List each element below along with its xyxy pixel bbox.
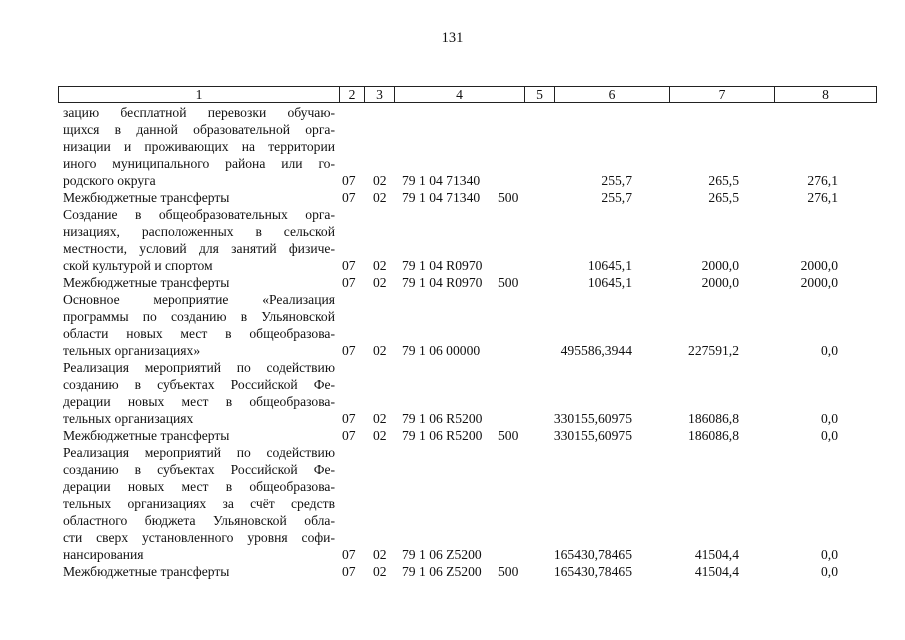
- header-cell-5: 5: [525, 87, 555, 102]
- row-cell-c3: 02: [373, 258, 387, 273]
- header-cell-2: 2: [340, 87, 365, 102]
- row-description-line: тельных организациях за счёт средств: [63, 496, 335, 511]
- row-cell-c7: 41504,4: [694, 547, 739, 562]
- row-description-line: Основное мероприятие «Реализация: [63, 292, 335, 307]
- table-row: [0, 206, 905, 274]
- table-row: [0, 563, 905, 580]
- row-cell-c2: 07: [342, 343, 356, 358]
- row-cell-c6: 165430,78465: [553, 547, 632, 562]
- row-cell-c3: 02: [373, 547, 387, 562]
- row-description: [63, 291, 335, 359]
- row-description-line: Реализация мероприятий по содействию: [63, 360, 335, 375]
- row-description-line: Межбюджетные трансферты: [63, 428, 230, 443]
- row-description-line: ской культурой и спортом: [63, 258, 213, 273]
- table-row: [0, 427, 905, 444]
- row-description: [63, 274, 335, 291]
- row-description-line: дерации новых мест в общеобразова-: [63, 479, 335, 494]
- row-cell-c8: 0,0: [821, 547, 838, 562]
- table-row: [0, 274, 905, 291]
- row-cell-c6: 255,7: [601, 173, 632, 188]
- row-cell-c4: 79 1 06 R5200: [402, 411, 483, 426]
- row-cell-c3: 02: [373, 564, 387, 579]
- header-cell-1: 1: [59, 87, 340, 102]
- table-row: [0, 444, 905, 563]
- row-description: [63, 206, 335, 274]
- row-cell-c4: 79 1 04 R0970: [402, 258, 483, 273]
- row-cell-c6: 10645,1: [587, 275, 632, 290]
- row-cell-c7: 2000,0: [701, 258, 739, 273]
- header-cell-3: 3: [365, 87, 395, 102]
- row-cell-c4: 79 1 06 Z5200: [402, 564, 482, 579]
- row-cell-c3: 02: [373, 428, 387, 443]
- row-cell-c2: 07: [342, 411, 356, 426]
- row-description-line: иного муниципального района или го-: [63, 156, 335, 171]
- row-description-line: сти сверх установленного уровня софи-: [63, 530, 335, 545]
- row-cell-c3: 02: [373, 275, 387, 290]
- row-description-line: созданию в субъектах Российской Фе-: [63, 377, 335, 392]
- row-cell-c2: 07: [342, 428, 356, 443]
- row-cell-c5: 500: [498, 190, 519, 205]
- table-row: [0, 291, 905, 359]
- table-row: [0, 104, 905, 189]
- row-description: [63, 427, 335, 444]
- row-cell-c6: 165430,78465: [553, 564, 632, 579]
- row-description-line: Межбюджетные трансферты: [63, 564, 230, 579]
- row-cell-c3: 02: [373, 173, 387, 188]
- row-cell-c8: 0,0: [821, 564, 838, 579]
- row-cell-c4: 79 1 06 Z5200: [402, 547, 482, 562]
- row-cell-c8: 0,0: [821, 343, 838, 358]
- row-cell-c4: 79 1 04 71340: [402, 190, 481, 205]
- row-cell-c6: 255,7: [601, 190, 632, 205]
- row-description-line: области новых мест в общеобразова-: [63, 326, 335, 341]
- row-description: [63, 104, 335, 189]
- row-cell-c4: 79 1 04 71340: [402, 173, 481, 188]
- row-cell-c7: 41504,4: [694, 564, 739, 579]
- row-cell-c7: 265,5: [708, 173, 739, 188]
- page-number: 131: [441, 30, 464, 46]
- row-cell-c6: 10645,1: [587, 258, 632, 273]
- row-cell-c7: 227591,2: [688, 343, 739, 358]
- table-body: [0, 104, 905, 580]
- row-cell-c7: 186086,8: [688, 411, 739, 426]
- row-cell-c6: 330155,60975: [553, 428, 632, 443]
- row-description-line: родского округа: [63, 173, 156, 188]
- row-description: [63, 359, 335, 427]
- row-description-line: Создание в общеобразовательных орга-: [63, 207, 335, 222]
- row-description: [63, 563, 335, 580]
- row-description-line: местности, условий для занятий физиче-: [63, 241, 335, 256]
- row-cell-c4: 79 1 06 R5200: [402, 428, 483, 443]
- row-cell-c5: 500: [498, 564, 519, 579]
- row-cell-c8: 2000,0: [800, 275, 838, 290]
- row-description-line: Межбюджетные трансферты: [63, 275, 230, 290]
- row-cell-c8: 276,1: [807, 173, 838, 188]
- row-description-line: созданию в субъектах Российской Фе-: [63, 462, 335, 477]
- row-cell-c8: 0,0: [821, 411, 838, 426]
- row-description-line: тельных организациях»: [63, 343, 201, 358]
- header-cell-6: 6: [555, 87, 670, 102]
- header-cell-4: 4: [395, 87, 525, 102]
- row-description: [63, 189, 335, 206]
- row-description-line: программы по созданию в Ульяновской: [63, 309, 335, 324]
- row-cell-c4: 79 1 06 00000: [402, 343, 481, 358]
- row-cell-c6: 495586,3944: [560, 343, 632, 358]
- row-cell-c6: 330155,60975: [553, 411, 632, 426]
- row-description-line: низациях, расположенных в сельской: [63, 224, 335, 239]
- row-cell-c2: 07: [342, 190, 356, 205]
- row-description-line: зацию бесплатной перевозки обучаю-: [63, 105, 335, 120]
- row-description: [63, 444, 335, 563]
- row-cell-c7: 2000,0: [701, 275, 739, 290]
- row-cell-c2: 07: [342, 258, 356, 273]
- table-row: [0, 189, 905, 206]
- row-cell-c7: 265,5: [708, 190, 739, 205]
- row-cell-c5: 500: [498, 275, 519, 290]
- row-description-line: Реализация мероприятий по содействию: [63, 445, 335, 460]
- row-description-line: нансирования: [63, 547, 144, 562]
- row-cell-c5: 500: [498, 428, 519, 443]
- row-cell-c8: 276,1: [807, 190, 838, 205]
- row-cell-c7: 186086,8: [688, 428, 739, 443]
- row-cell-c2: 07: [342, 547, 356, 562]
- row-cell-c2: 07: [342, 564, 356, 579]
- row-cell-c8: 0,0: [821, 428, 838, 443]
- row-cell-c8: 2000,0: [800, 258, 838, 273]
- row-description-line: щихся в данной образовательной орга-: [63, 122, 335, 137]
- row-cell-c3: 02: [373, 343, 387, 358]
- header-cell-8: 8: [822, 87, 829, 102]
- row-cell-c2: 07: [342, 275, 356, 290]
- row-cell-c2: 07: [342, 173, 356, 188]
- row-cell-c3: 02: [373, 190, 387, 205]
- table-row: [0, 359, 905, 427]
- row-description-line: тельных организациях: [63, 411, 194, 426]
- row-description-line: дерации новых мест в общеобразова-: [63, 394, 335, 409]
- header-cell-7: 7: [670, 87, 775, 102]
- row-description-line: областного бюджета Ульяновской обла-: [63, 513, 335, 528]
- table-header: [58, 86, 877, 103]
- row-description-line: низации и проживающих на территории: [63, 139, 335, 154]
- row-cell-c3: 02: [373, 411, 387, 426]
- row-cell-c4: 79 1 04 R0970: [402, 275, 483, 290]
- row-description-line: Межбюджетные трансферты: [63, 190, 230, 205]
